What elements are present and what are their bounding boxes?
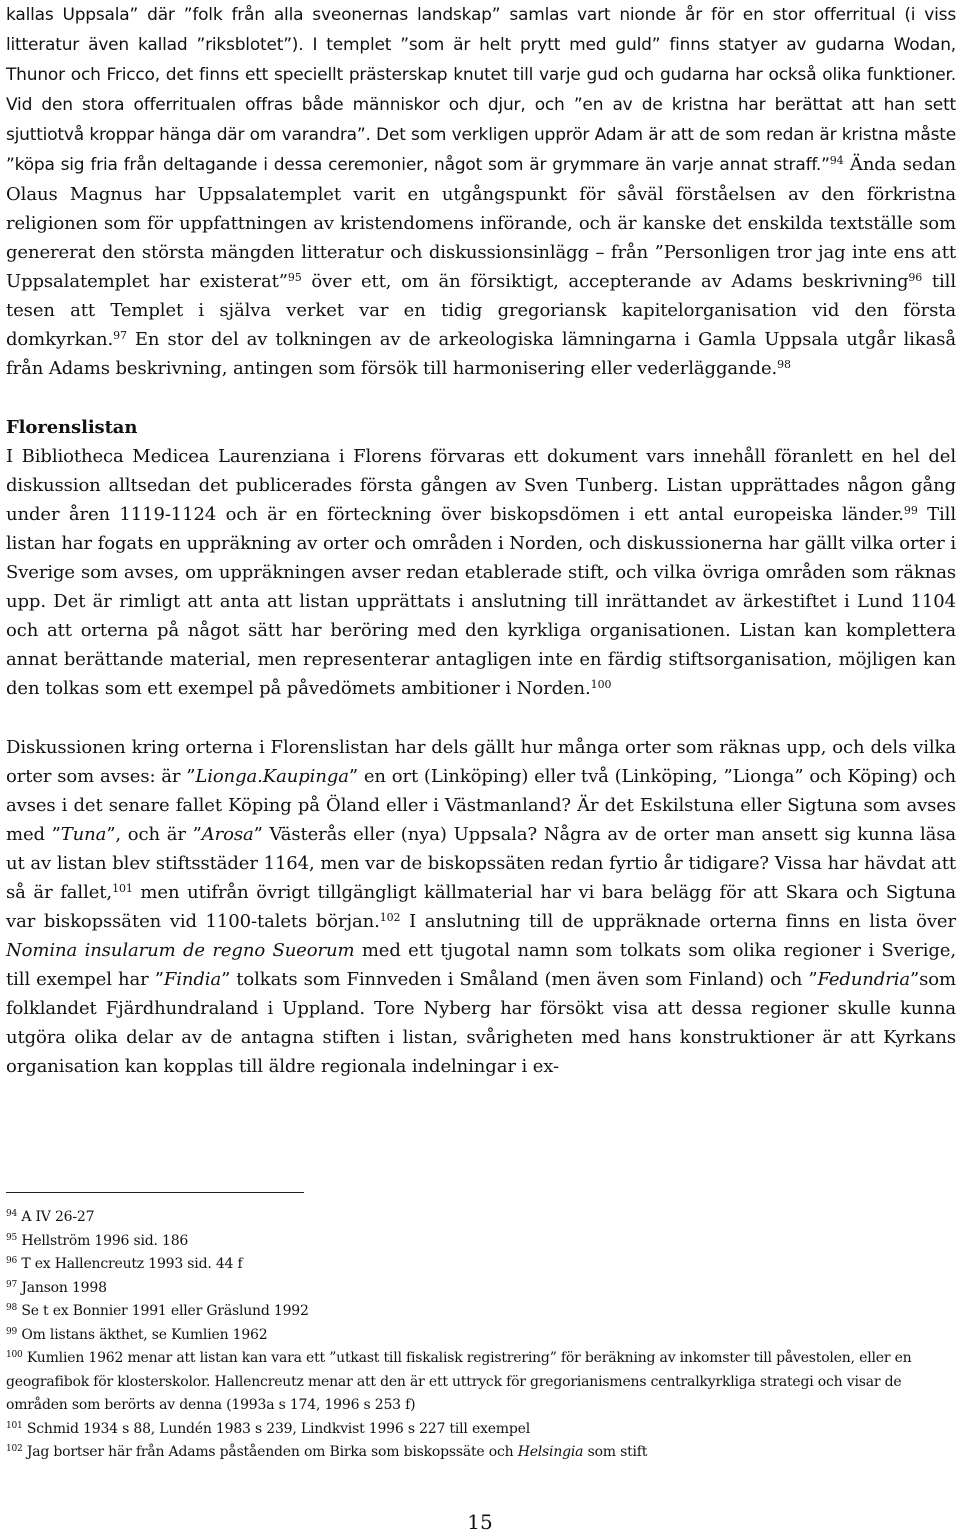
paragraph-text: ” en ort (Linköping) eller två (Linköping, ”Lionga” och Köping) och avses i det senare fallet Köping på Öland eller i Västmanland? Är det Eskilstuna eller Sigtuna som avses med ” xyxy=(6,766,956,845)
footnote-ref-102[interactable]: 102 xyxy=(379,911,401,924)
footnote-divider xyxy=(6,1192,304,1193)
footnote-number: 101 xyxy=(6,1420,23,1431)
footnote-number: 98 xyxy=(6,1303,18,1313)
footnote-number: 94 xyxy=(6,1209,18,1219)
footnote-text: Schmid 1934 s 88, Lundén 1983 s 239, Lindkvist 1996 s 227 till exempel xyxy=(22,1420,531,1437)
footnote-number: 100 xyxy=(6,1350,23,1360)
footnote-100 xyxy=(6,1347,946,1418)
paragraph-text: Diskussionen kring orterna i Florenslistan har dels gällt hur många orter som räknas upp, och dels vilka orter som avses: är ” xyxy=(6,737,956,787)
footnote-number: 97 xyxy=(6,1279,18,1290)
paragraph-text: ” tolkats som Finnveden i Småland (men även som Finland) och ” xyxy=(221,969,818,990)
footnote-ref-100[interactable]: 100 xyxy=(590,678,612,691)
paragraph-text: men utifrån övrigt tillgängligt källmaterial har vi bara belägg för att Skara och Sigtuna var biskopssäten vid 1100-talets början. xyxy=(6,882,956,932)
paragraph-text: Till listan har fogats en uppräkning av orter och områden i Norden, och diskussionerna har gällt vilka orter i Sverige som avses, om uppräkningen avser redan etablerade stift, och vilka övriga områden som räknas upp. Det är rimligt att anta att listan upprättats i anslutning till inrättandet av ärkestiftet i Lund 1104 och att orterna på något sätt har beröring med den kyrkliga organisationen. Listan kan komplettera annat berättande material, men representerar antagligen inte en färdig stiftsorganisation, möjligen kan den tolkas som ett exempel på påvedömets ambitioner i Norden. xyxy=(6,504,956,699)
section-heading: Florenslistan xyxy=(6,417,138,438)
footnotes xyxy=(6,1206,946,1465)
footnote-94 xyxy=(6,1206,946,1230)
footnote-102 xyxy=(6,1441,946,1465)
footnote-text: T ex Hallencreutz 1993 sid. 44 f xyxy=(17,1256,243,1272)
paragraph-text: Ända sedan Olaus Magnus har Uppsalatemplet varit en utgångspunkt för såväl förståelsen av den förkristna religionen som för uppfattningen av kristendomens införande, och är kanske det enskilda textställe som genererat den största mängden litteratur och diskussionsinlägg – från ”Personligen tror jag inte ens att Uppsalatemplet har existerat” xyxy=(6,154,956,292)
footnote-101 xyxy=(6,1418,946,1442)
footnote-text: Om listans äkthet, se Kumlien 1962 xyxy=(17,1326,268,1343)
italic-region-name: Findia xyxy=(163,969,222,990)
italic-latin-title: Nomina insularum de regno Sueorum xyxy=(6,940,355,961)
footnote-text: som stift xyxy=(583,1444,648,1460)
footnote-99 xyxy=(6,1324,946,1348)
footnote-ref-94[interactable]: 94 xyxy=(829,154,844,167)
paragraph-florenslistan-discussion xyxy=(6,733,956,1081)
page-number: 15 xyxy=(467,1510,493,1534)
footnote-text: Jag bortser här från Adams påståenden om Birka som biskopssäte och xyxy=(22,1444,518,1460)
footnote-number: 96 xyxy=(6,1256,18,1266)
footnote-96 xyxy=(6,1253,946,1277)
paragraph-text: till tesen att Templet i själva verket var en tidig gregoriansk kapitelorganisation vid den första domkyrkan. xyxy=(6,271,956,350)
footnote-text: Se t ex Bonnier 1991 eller Gräslund 1992 xyxy=(17,1303,309,1319)
footnote-ref-98[interactable]: 98 xyxy=(777,358,791,371)
paragraph-text: ”som folklandet Fjärdhundraland i Uppland. Tore Nyberg har försökt visa att dessa regioner skulle kunna utgöra olika delar av de antagna stiften i listan, svårigheten med hans konstruktioner är att Kyrkans organisation kan kopplas till äldre regionala indelningar i ex- xyxy=(6,969,956,1077)
italic-place-name: Tuna xyxy=(60,824,107,845)
footnote-ref-97[interactable]: 97 xyxy=(113,329,127,342)
italic-region-name: Fedundria xyxy=(817,969,911,990)
footnote-italic-text: Helsingia xyxy=(517,1444,584,1460)
paragraph-text: ” Västerås eller (nya) Uppsala? Några av de orter man ansett sig kunna läsa ut av listan blev stiftsstäder 1164, men var de biskopssäten redan fyrtio år tidigare? Vissa har hävdat att så är fallet, xyxy=(6,824,956,903)
paragraph-text: över ett, om än försiktigt, accepterande av Adams beskrivning xyxy=(301,271,909,292)
footnote-text: Hellström 1996 sid. 186 xyxy=(17,1232,189,1249)
footnote-97 xyxy=(6,1277,946,1301)
paragraph-text: I Bibliotheca Medicea Laurenziana i Florens förvaras ett dokument vars innehåll föranlett en hel del diskussion alltsedan det publicerades första gången av Sven Tunberg. Listan upprättades någon gång under åren 1119-1124 och är en förteckning över biskopsdömen i ett antal europeiska länder. xyxy=(6,446,956,525)
paragraph-text: med ett tjugotal namn som tolkats som olika regioner i Sverige, till exempel har ” xyxy=(6,940,956,990)
paragraph-text: ”, och är ” xyxy=(106,824,202,845)
footnote-ref-101[interactable]: 101 xyxy=(112,882,133,895)
footnote-ref-99[interactable]: 99 xyxy=(903,504,918,517)
footnote-number: 99 xyxy=(6,1326,18,1337)
paragraph-lead-text: kallas Uppsala” där ”folk från alla sveonernas landskap” samlas vart nionde år för en stor offerritual (i viss litteratur även kallad ”riksblotet”). I templet ”som är helt prytt med guld” finns statyer av gudarna Wodan, Thunor och Fricco, det finns ett speciellt prästerskap knutet till varje gud och gudarna har också olika funktioner. Vid den stora offerritualen offras både människor och djur, och ”en av de kristna har berättat att han sett sjuttiotvå kroppar hänga där om varandra”. Det som verkligen upprör Adam är att de som redan är kristna måste ”köpa sig fria från deltagande i dessa ceremonier, något som är grymmare än varje annat straff.” xyxy=(6,5,956,175)
body-text xyxy=(6,0,956,1081)
paragraph-text: En stor del av tolkningen av de arkeologiska lämningarna i Gamla Uppsala utgår likaså från Adams beskrivning, antingen som försök till harmonisering eller vederläggande. xyxy=(6,329,956,379)
footnote-number: 95 xyxy=(6,1232,18,1243)
footnote-ref-96[interactable]: 96 xyxy=(908,271,923,284)
italic-place-name: Arosa xyxy=(201,824,254,845)
footnote-text: Kumlien 1962 menar att listan kan vara ett ”utkast till fiskalisk registrering” för beräkning av inkomster till påvestolen, eller en geografibok för klosterskolor. Hallencreutz menar att den är ett uttryck för gregorianismens centralkyrkliga strategi och visar de områden som berörts av denna (1993a s 174, 1996 s 253 f) xyxy=(6,1350,912,1413)
paragraph-text: I anslutning till de uppräknade orterna finns en lista över xyxy=(400,911,956,932)
footnote-text: A IV 26-27 xyxy=(17,1209,95,1225)
paragraph-uppsala-temple xyxy=(6,0,956,383)
italic-place-name: Lionga.Kaupinga xyxy=(195,766,349,787)
footnote-ref-95[interactable]: 95 xyxy=(287,271,302,284)
footnote-98 xyxy=(6,1300,946,1324)
paragraph-florenslistan-intro xyxy=(6,442,956,703)
footnote-text: Janson 1998 xyxy=(17,1279,107,1296)
footnote-number: 102 xyxy=(6,1444,23,1454)
footnote-95 xyxy=(6,1230,946,1254)
